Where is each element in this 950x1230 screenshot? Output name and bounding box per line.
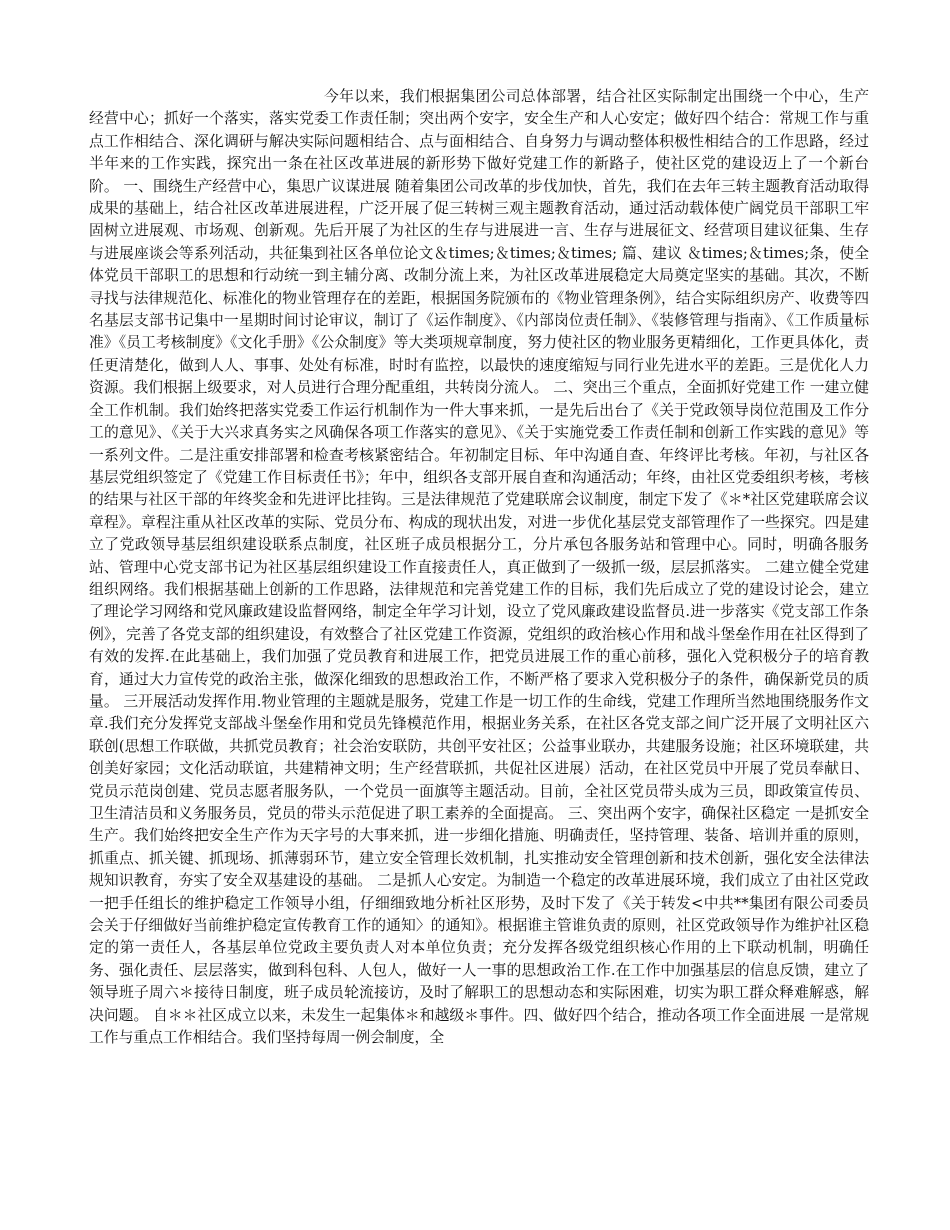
document-body-text: 今年以来，我们根据集团公司总体部署，结合社区实际制定出围绕一个中心，生产经营中心；抓好一个落实，落实党委工作责任制；突出两个安字，安全生产和人心安定；做好四个结合：常规工作与重点工作相结合、深化调研与解决实际问题相结合、点与面相结合、自身努力与调动整体积极性相结合的工作思路，经过半年来的工作实践，探究出一条在社区改革进展的新形势下做好党建工作的新路子，使社区党的建设迈上了一个新台阶。 一、围绕生产经营中心，集思广议谋进展 随着集团公司改革的步伐加快，首先，我们在去年三转主题教育活动取得成果的基础上，结合社区改革进展进程，广泛开展了促三转树三观主题教育活动，通过活动载体使广阔党员干部职工牢固树立进展观、市场观、创新观。先后开展了为社区的生存与进展进一言、生存与进展征文、经营项目建议征集、生存与进展座谈会等系列活动，共征集到社区各单位论文＆times;＆times;＆times; 篇、建议 ＆times;＆times;条，使全体党员干部职工的思想和行动统一到主辅分离、改制分流上来，为社区改革进展稳定大局奠定坚实的基础。其次，不断寻找与法律规范化、标准化的物业管理存在的差距，根据国务院颁布的《物业管理条例》，结合实际组织房产、收费等四名基层支部书记集中一星期时间讨论审议，制订了《运作制度》、《内部岗位责任制》、《装修管理与指南》、《工作质量标准》《员工考核制度》《文化手册》《公众制度》等大类项规章制度，努力使社区的物业服务更精细化，工作更具体化，责任更清楚化，做到人人、事事、处处有标准，时时有监控，以最快的速度缩短与同行业先进水平的差距。三是优化人力资源。我们根据上级要求，对人员进行合理分配重组，共转岗分流人。 二、突出三个重点，全面抓好党建工作 一建立健全工作机制。我们始终把落实党委工作运行机制作为一件大事来抓，一是先后出台了《关于党政领导岗位范围及工作分工的意见》、《关于大兴求真务实之风确保各项工作落实的意见》、《关于实施党委工作责任制和创新工作实践的意见》等一系列文件。二是注重安排部署和检查考核紧密结合。年初制定目标、年中沟通自查、年终评比考核。年初，与社区各基层党组织签定了《党建工作目标责任书》；年中，组织各支部开展自查和沟通活动；年终，由社区党委组织考核，考核的结果与社区干部的年终奖金和先进评比挂钩。三是法律规范了党建联席会议制度，制定下发了《＊*社区党建联席会议章程》。章程注重从社区改革的实际、党员分布、构成的现状出发，对进一步优化基层党支部管理作了一些探究。四是建立了党政领导基层组织建设联系点制度，社区班子成员根据分工，分片承包各服务站和管理中心。同时，明确各服务站、管理中心党支部书记为社区基层组织建设工作直接责任人，真正做到了一级抓一级，层层抓落实。 二建立健全党建组织网络。我们根据基础上创新的工作思路，法律规范和完善党建工作的目标，我们先后成立了党的建设讨论会，建立了理论学习网络和党风廉政建设监督网络，制定全年学习计划，设立了党风廉政建设监督员.进一步落实《党支部工作条例》，完善了各党支部的组织建设，有效整合了社区党建工作资源，党组织的政治核心作用和战斗堡垒作用在社区得到了有效的发挥.在此基础上，我们加强了党员教育和进展工作，把党员进展工作的重心前移，强化入党积极分子的培育教育，通过大力宣传党的政治主张，做深化细致的思想政治工作，不断严格了要求入党积极分子的条件，确保新党员的质量。 三开展活动发挥作用.物业管理的主题就是服务，党建工作是一切工作的生命线，党建工作理所当然地围绕服务作文章.我们充分发挥党支部战斗堡垒作用和党员先锋模范作用，根据业务关系，在社区各党支部之间广泛开展了文明社区六联创(思想工作联做，共抓党员教育；社会治安联防，共创平安社区；公益事业联办，共建服务设施；社区环境联建，共创美好家园；文化活动联谊，共建精神文明；生产经营联抓，共促社区进展）活动，在社区党员中开展了党员奉献日、党员示范岗创建、党员志愿者服务队，一个党员一面旗等主题活动。目前，全社区党员带头成为三员，即政策宣传员、卫生清洁员和义务服务员，党员的带头示范促进了职工素养的全面提高。 三、突出两个安字，确保社区稳定 一是抓安全生产。我们始终把安全生产作为天字号的大事来抓，进一步细化措施、明确责任，坚持管理、装备、培训并重的原则，抓重点、抓关键、抓现场、抓薄弱环节，建立安全管理长效机制，扎实推动安全管理创新和技术创新，强化安全法律法规知识教育，夯实了安全双基建设的基础。 二是抓人心安定。为制造一个稳定的改革进展环境，我们成立了由社区党政一把手任组长的维护稳定工作领导小组，仔细细致地分析社区形势，及时下发了《关于转发<中共**集团有限公司委员会关于仔细做好当前维护稳定宣传教育工作的通知〉的通知》。根据谁主管谁负责的原则，社区党政领导作为维护社区稳定的第一责任人，各基层单位党政主要负责人对本单位负责；充分发挥各级党组织核心作用的上下联动机制，明确任务、强化责任、层层落实，做到科包科、人包人，做好一人一事的思想政治工作.在工作中加强基层的信息反馈，建立了领导班子周六＊接待日制度，班子成员轮流接访，及时了解职工的思想动态和实际困难，切实为职工群众释难解惑，解决问题。 自＊＊社区成立以来，未发生一起集体＊和越级＊事件。四、做好四个结合，推动各项工作全面进展 一是常规工作与重点工作相结合。我们坚持每周一例会制度，全 [89, 88, 869, 1047]
